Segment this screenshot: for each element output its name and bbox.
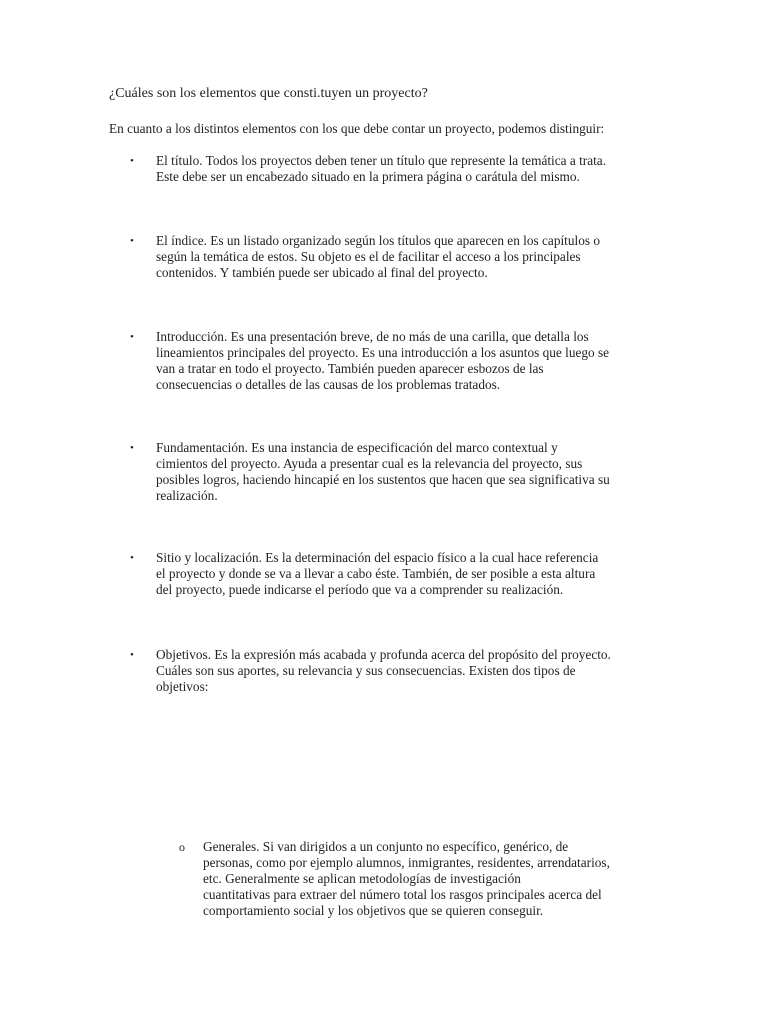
list-item-titulo: El título. Todos los proyectos deben tener un título que represente la temática a trata. Este debe ser un encabezado situado en la primera página o carátula del mismo. bbox=[156, 153, 607, 184]
list-bullet: • bbox=[130, 442, 134, 454]
list-bullet: • bbox=[130, 552, 134, 564]
sub-list-item-generales: Generales. Si van dirigidos a un conjunto no específico, genérico, de personas, como por ejemplo alumnos, inmigrantes, residentes, arrendatarios, etc. Generalmente se aplican metodologías de investigación cuantitativas para extraer del número total los rasgos principales acerca del comportamiento social y los objetivos que se quieren conseguir. bbox=[203, 839, 610, 918]
list-item-introduccion: Introducción. Es una presentación breve, de no más de una carilla, que detalla los lineamientos principales del proyecto. Es una introducción a los asuntos que luego se van a tratar en todo el proyecto. También pueden aparecer esbozos de las consecuencias o detalles de las causas de los problemas tratados. bbox=[156, 329, 610, 392]
list-bullet: • bbox=[130, 649, 134, 661]
sub-list-bullet: o bbox=[179, 840, 185, 854]
list-item-indice: El índice. Es un listado organizado según los títulos que aparecen en los capítulos o según la temática de estos. Su objeto es el de facilitar el acceso a los principales contenidos. Y también puede ser ubicado al final del proyecto. bbox=[156, 233, 600, 280]
list-bullet: • bbox=[130, 331, 134, 343]
intro-paragraph: En cuanto a los distintos elementos con los que debe contar un proyecto, podemos distinguir: bbox=[109, 121, 605, 136]
list-bullet: • bbox=[130, 155, 134, 167]
document-title: ¿Cuáles son los elementos que consti.tuyen un proyecto? bbox=[109, 86, 428, 101]
list-item-objetivos: Objetivos. Es la expresión más acabada y profunda acerca del propósito del proyecto. Cuáles son sus aportes, su relevancia y sus consecuencias. Existen dos tipos de objetivos: bbox=[156, 647, 611, 694]
list-item-sitio: Sitio y localización. Es la determinación del espacio físico a la cual hace referencia el proyecto y donde se va a llevar a cabo éste. También, de ser posible a esta altura del proyecto, puede indicarse el período que va a comprender su realización. bbox=[156, 550, 599, 597]
list-item-fundamentacion: Fundamentación. Es una instancia de especificación del marco contextual y cimientos del proyecto. Ayuda a presentar cual es la relevancia del proyecto, sus posibles logros, haciendo hincapié en los sustentos que hacen que sea significativa su realización. bbox=[156, 440, 610, 503]
list-bullet: • bbox=[130, 235, 134, 247]
